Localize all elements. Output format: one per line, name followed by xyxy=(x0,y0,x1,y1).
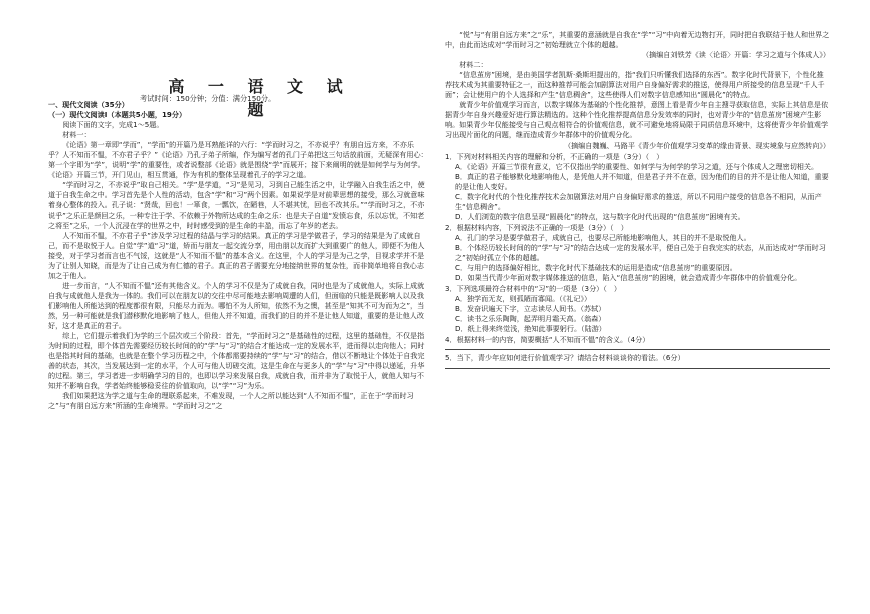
question-3: 3．下列选项最符合材料中的“习”的一项是（3分）（ ） xyxy=(445,284,621,294)
paragraph: 人不知而不愠，不亦君子乎”涉及学习过程的结晶与学习的结果。真正的学习是学做君子，学习的结果是为了成就自己，而不是取悦于人。自觉“学”道“习”道，矫而与朋友一起交流分享，用由朋以友而扩大到重要广的他人，即便不为他人接受，对于学习者而言也不气馁，这就是“人不知而不愠”的基本含义。在这里，个人的学习是为己之学，目视求学并不是为了让别人知晓，而是为了让自己成为有仁德的君子。真正的君子需要充分地接纳世界的复杂性，而非简单地将自我心志加之于他人。 xyxy=(48,230,425,280)
question-option: A．孔门的学习是要学做君子，成就自己，也要尽己所能地影响他人，其目的并不是取悦他人。 xyxy=(455,232,751,242)
page-title: 高 一 语 文 试 题 xyxy=(168,77,352,119)
question-option: C．与用户的选择偏好相比，数字化时代下基础技术的运用是造成“信息茧房”的重要原因。 xyxy=(455,263,737,273)
question-option: C．读书之乐乐陶陶，起弄明月霜天高。（翁森） xyxy=(455,314,606,324)
subsection-heading: （一）现代文阅读Ⅰ（本题共5小题，19分） xyxy=(48,110,187,120)
question-option: D．纸上得来终觉浅，绝知此事要躬行。（陆游） xyxy=(455,324,606,334)
question-5: 5．当下，青少年应如何进行价值观学习？请结合材料谈谈你的看法。（6分） xyxy=(445,353,685,363)
question-option: A．独学而无友，则孤陋而寡闻。（《礼记》） xyxy=(455,294,592,304)
question-4: 4．根据材料一的内容，简要概括“人不知而不愠”的含义。（4分） xyxy=(445,335,650,345)
question-option: D．如果当代青少年面对数字媒体推送的信息，陷入“信息茧房”的困境，就会造成青少年群体中的价值观分化。 xyxy=(455,273,802,283)
section-heading: 一、现代文阅读（35分） xyxy=(48,100,129,109)
question-option: C．数字化时代的个性化推荐技术会加剧算法对用户自身偏好需求的推送，所以不同用户接受的信息各不相同，从而产生“信息稠舍”。 xyxy=(455,191,822,211)
question-option: B．真正的君子能够默化地影响他人，是凭他人并不知道，但是君子并不在意，因为他们的目的并不是让他人知道，重要的是让他人变好。 xyxy=(455,171,829,191)
paragraph-continuation: “悦”与“有朋自远方来”之“乐”，其重要的意涵就是自我在“学”“习”中向着无边物打开，同时把自我联结于他人和世界之中，由此而达成对“学而时习之”初始理就立个体的超越。 xyxy=(445,30,830,50)
material-2-label: 材料二： xyxy=(459,60,488,70)
paragraph: 我们如果把这为学之道与生命的理联系起来，不难发现，一个人之所以能达到“人不知而不愠”，正在于“学而时习之”与“有朋自远方来”所涵的生命境界。“学而时习之”之 xyxy=(48,391,414,411)
question-option: B．个体经历较长时间的的“学”与“习”的结合达成一定的发展水平，便自己处于自我完实的状态，从而达成对“学而时习之”初始时孤立个体的超越。 xyxy=(455,242,826,263)
answer-line[interactable] xyxy=(445,368,830,369)
left-column-body xyxy=(48,100,428,411)
right-column xyxy=(445,30,830,372)
question-option: B．发奋识遍天下字，立志读尽人间书。（苏轼） xyxy=(455,304,606,314)
source-citation: （摘编自魏巍、马路平《青少年价值观学习变革的缘由背景、现实境象与应然转向》） xyxy=(563,140,830,150)
instruction: 阅读下面的文字，完成1～5题。 xyxy=(62,120,164,130)
question-2: 2．根据材料内容，下列说法不正确的一项是（3分）（ ） xyxy=(445,222,628,232)
paragraph: “信息茧房”困境，是由美国学者凯斯·桑斯坦提出的，指“我们只听懂我们选择的东西”。数字化时代背景下，个性化推荐技术成为其重要特征之一，而这种推荐可能会加剧算法对用户自身偏好需求的推送，使得用户所接受的信息呈现“千人千面”；会让使用户的个人选择和产生“信息稠舍”，这些使得人们对数字信息感知出“圆晨化”的特点。 xyxy=(445,70,825,100)
paragraph: 进一步而言，“人不知而不愠”还有其他含义。个人的学习不仅是为了成就自我，同时也是为了成就他人，实际上成就自我与成就他人是我为一体的。我们可以在朋友以的交往中尽可能地去影响周遭的人们，但面临的只能是既影响人以及我们影响他人所能达到的程度都很有限，只能尽力而为。哪怕不为人所知，依然不为之懊，甚至是“知其不可为而为之”，当然，另一种可能就是我们潜移默化地影响了他人，但他人并不知道，而我们的目的并不是让他人知道，重要的是让他人改好，这才是真正的君子。 xyxy=(48,280,425,331)
question-option: A．《论语》开篇三节很有意义，它不仅指出学的重要性、如何学与为何学的学习之道，还与个体成人之理密切相关。 xyxy=(455,161,819,171)
material-1-label: 材料一： xyxy=(62,130,91,140)
paragraph: “学而时习之，不亦说乎”取自己相关。“学”是学道，“习”是见习，习到自己能生活之中，让学融入自我生活之中，使道于自我生命之中。学习首先是个人性的活动，包含“学”和“习”两个因素。如果说学是对前辈思想的接受，那么习就意味着身心整体的投入。孔子说：“贤哉，回也！一箪食，一瓢饮，在陋巷，人不堪其忧，回也不改其乐。”“学而时习之，不亦说乎”之乐正是颜回之乐，一种专注于学、不依赖于外物所达成的生命之乐：也是夫子自道“发愤忘食，乐以忘忧，不知老之将至”之乐，一个人沉浸在学的世界之中，时时感受到的是生命的丰盈，而忘了年岁的老去。 xyxy=(48,180,425,230)
question-option: D．人们浏览的数字信息呈现“圆晨化”的特点，这与数字化时代出现的“信息茧房”困境有关。 xyxy=(455,211,745,221)
answer-line[interactable] xyxy=(445,349,830,350)
paragraph: 《论语》第一章即“学而”，“学而”的开篇乃是耳熟能详的六行：“学而时习之，不亦说乎？有朋自远方来，不亦乐乎？人不知而不愠，不亦君子乎？”《论语》乃孔子弟子所编，作为编写者的孔门子弟把这三句话放前面，无疑深有用心：第一个字即为“学”，说明“学”的重要性，或者说整部《论语》就是围绕“学”而展开；接下来阐明的就是如何学与为何学。《论语》开篇三节，开门见山，相互贯通，作为有机的整体呈现着孔子的学习之道。 xyxy=(48,140,428,180)
paragraph: 综上，它们提示着我们为学的三个层次或三个阶段：首先，“学而时习之”是基础性的过程，这里的基础性，不仅是指为时间的过程，即个体首先需要经历较长时间的的“学”与“习”的结合才能达成一定的发展水平，进而得以走向他人；同时也是指其时间的基础，也就是在整个学习历程之中，个体都需要持续的“学”与“习”的结合，借以不断地让个体处于自我完善的状态，其次，当发展达到一定的水平，个人可与他人切磋交流，这是生命在与更多人的“学”与“习”中得以递延，升华的过程。第三，学习者进一步明确学习的目的，也即以学习来发展自我，成就自我，而并非为了取悦于人，就他人知与不知并不影响自我，学者始终能够稳妥往的价值取向，以“学”“习”为乐。 xyxy=(48,331,425,391)
question-1: 1．下列对材料相关内容的理解和分析，不正确的一项是（3分）（ ） xyxy=(445,151,664,161)
paragraph: 就青少年价值观学习而言，以数字媒体为基础的个性化推荐，意图上看是青少年自主搜寻获取信息，实际上其信息是依据青少年自身兴趣爱好进行算法精选的。这种个性化推荐提高信息分发效率的同时，也对青少年的“信息茧房”困境产生影响。如果青少年仅能接受与自己观点相符合的价值观信息，就不可避免地将局限于同质信息环境中，这将使青少年价值观学习出现片面化的问题，继而造成青少年群体中的价值观分化。 xyxy=(445,100,829,140)
source-citation: （摘编自刘铁芳《读〈论语〉开篇：学习之道与个体成人》） xyxy=(642,50,830,60)
exam-info: 考试时间：150分钟；分值：满分150分。 xyxy=(140,94,276,103)
